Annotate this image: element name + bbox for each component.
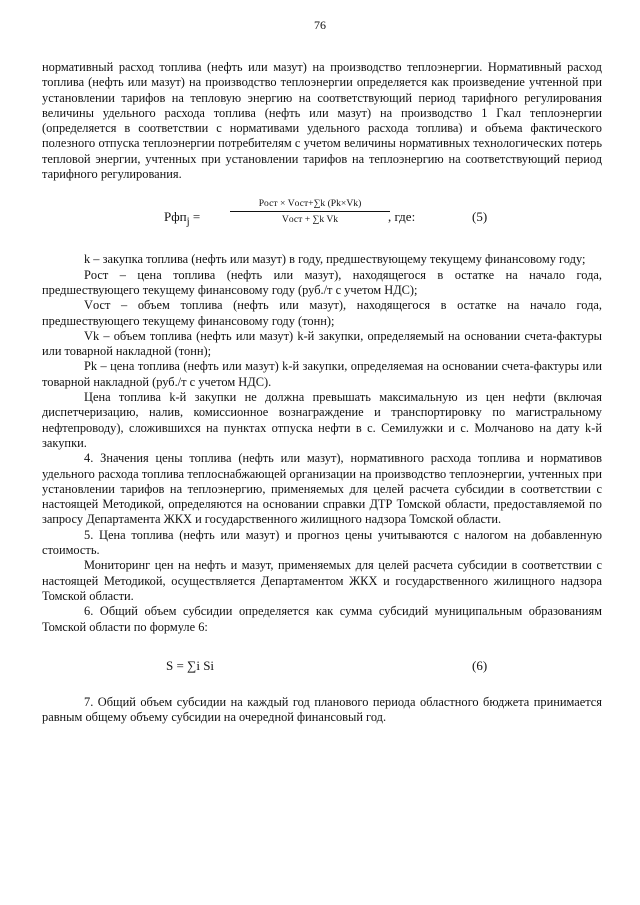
definition-v-k: Vk – объем топлива (нефть или мазут) k-й закупки, определяемый на основании счета-фактуры или товарной накладной (тонн); <box>42 328 602 359</box>
formula-5-where: , где: <box>388 209 416 225</box>
formula-5-denominator: Vост + ∑k Vk <box>281 214 339 226</box>
definition-p-k: Pk – цена топлива (нефть или мазут) k-й закупки, определяемая на основании счета-фактуры или товарной накладной (руб./т с учетом НДС). <box>42 359 602 389</box>
paragraph-price-limit: Цена топлива k-й закупки не должна превышать максимальную из цен нефти (включая диспетчеризацию, налив, комиссионное вознаграждение и транспортировку по магистральному нефтепроводу), сложившихся на пунктах отпуска нефти в с. Семилужки и с. Молчаново на дату k-й закупки. <box>42 390 602 450</box>
formula-5 <box>42 197 602 237</box>
paragraph-fuel-consumption: нормативный расход топлива (нефть или мазут) на производство теплоэнергии. Нормативный расход топлива (нефть или мазут) на производство теплоэнергии определяется как произведение учтенной при установлении тарифов на тепловую энергию на соответствующий период тарифного регулирования величины удельного расхода топлива (нефть или мазут) на производство 1 Гкал теплоэнергии (определяется в соответствии с нормативами удельного расхода топлива) и объема фактического полезного отпуска теплоэнергии потребителям с учетом величины нормативных технологических потерь тепловой энергии, учтенных при установлении тарифов на теплоэнергию на соответствующий период тарифного регулирования. <box>42 60 602 182</box>
formula-6-expression: S = ∑i Si <box>166 657 215 673</box>
definition-v-ost: Vост – объем топлива (нефть или мазут), находящегося в остатке на начало года, предшествующего текущему финансовому году (тонн); <box>42 298 602 328</box>
page-number: 76 <box>314 18 326 32</box>
definition-k: k – закупка топлива (нефть или мазут) в году, предшествующему текущему финансовому году; <box>84 252 586 267</box>
paragraph-7: 7. Общий объем субсидии на каждый год планового периода областного бюджета принимается равным общему объему субсидии на очередной финансовый год. <box>42 694 602 725</box>
paragraph-6: 6. Общий объем субсидии определяется как сумма субсидий муниципальным образованиям Томской области по формуле 6: <box>42 604 602 634</box>
document-body <box>42 60 602 725</box>
formula-5-fraction <box>230 197 390 226</box>
formula-6 <box>42 650 602 680</box>
definition-p-ost: Pост – цена топлива (нефть или мазут), находящегося в остатке на начало года, предшествующего текущему финансовому году (руб./т с учетом НДС); <box>42 267 602 297</box>
formula-6-number: (6) <box>472 657 488 673</box>
formula-5-numerator: Pост × Vост+∑k (Pk×Vk) <box>230 197 390 212</box>
paragraph-monitoring: Мониторинг цен на нефть и мазут, применяемых для целей расчета субсидии в соответствии с настоящей Методикой, осуществляется Департаментом ЖКХ и государственного жилищного надзора Томской области. <box>42 558 602 603</box>
paragraph-5: 5. Цена топлива (нефть или мазут) и прогноз цены учитываются с налогом на добавленную стоимость. <box>42 527 602 558</box>
formula-5-lhs: Рфп$_j$ = <box>164 209 201 228</box>
paragraph-4: 4. Значения цены топлива (нефть или мазут), нормативного расхода топлива и нормативов удельного расхода топлива теплоснабжающей организации на производство теплоэнергии, учтенных при установлении тарифов на теплоэнергию, применяемых для целей расчета субсидии в соответствии с настоящей Методикой, определяются на основании справки ДТР Томской области, предоставляемой по запросу Департамента ЖКХ и государственного жилищного надзора Томской области. <box>42 451 602 527</box>
formula-5-number: (5) <box>472 209 488 225</box>
